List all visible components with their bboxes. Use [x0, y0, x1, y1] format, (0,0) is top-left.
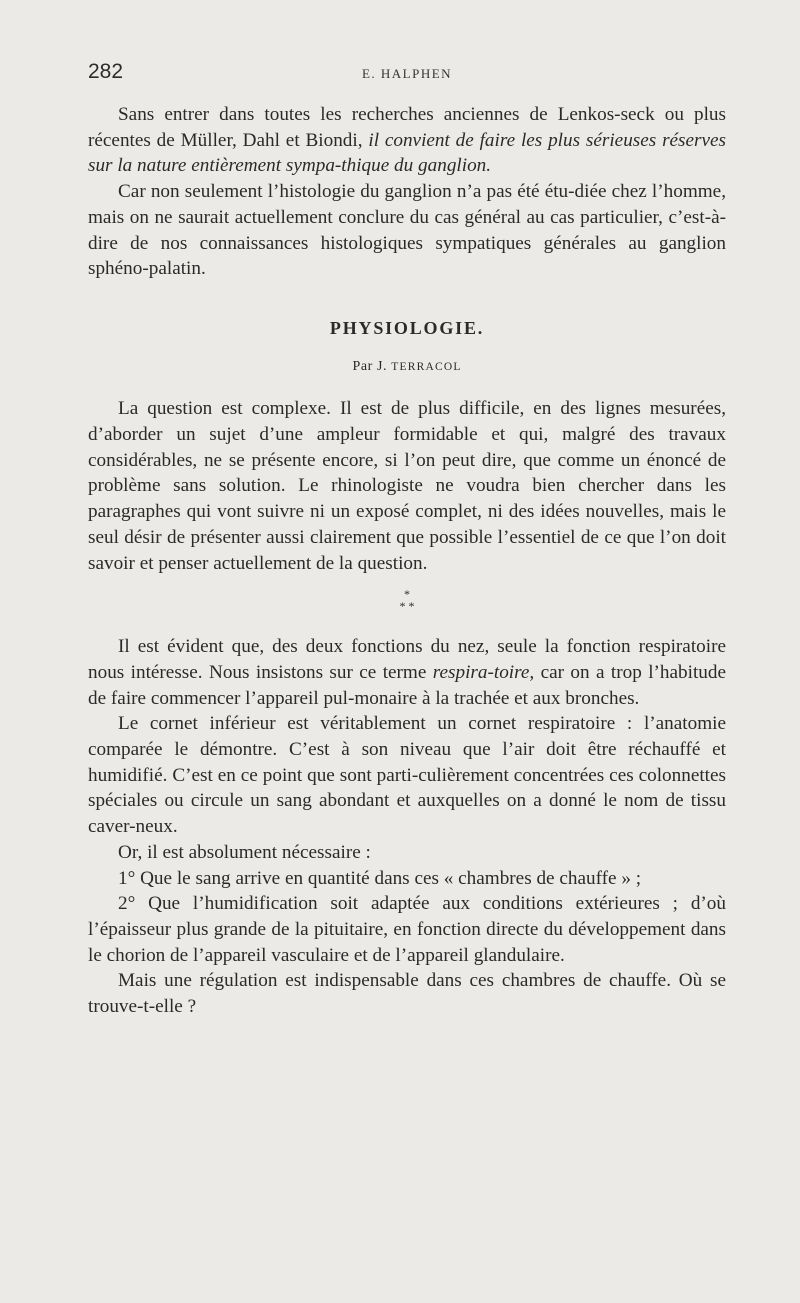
byline-author: TERRACOL — [391, 360, 462, 373]
body-paragraph-3: Le cornet inférieur est véritablement un cornet respiratoire : l’anatomie comparée le démontre. C’est à son niveau que l’air doit être réchauffé et humidifié. C’est en ce point que sont parti-culièrement concentrées ces colonnettes spéciales ou circule un sang abondant et auxquelles on a donné le nom de tissu caver-neux. — [88, 713, 726, 838]
page-number: 282 — [88, 60, 124, 83]
body-paragraph-5: 1° Que le sang arrive en quantité dans ces « chambres de chauffe » ; — [118, 867, 642, 889]
intro-paragraph-2: Car non seulement l’histologie du ganglion n’a pas été étu-diée chez l’homme, mais on ne saurait actuellement conclure du cas général au cas particulier, c’est-à-dire de nos connaissances histologiques sympatiques générales au ganglion sphéno-palatin. — [88, 181, 726, 280]
body-paragraph-6: 2° Que l’humidification soit adaptée aux conditions extérieures ; d’où l’épaisseur plus grande de la pituitaire, en fonction directe du développement dans le chorion de l’appareil vasculaire et de l’appareil glandulaire. — [88, 893, 726, 966]
intro-p1-italic: il convient de faire les plus sérieuses réserves sur la nature entièrement sympa-thique du ganglion. — [88, 129, 727, 177]
section-title: PHYSIOLOGIE. — [329, 317, 485, 338]
body-paragraph-4: Or, il est absolument nécessaire : — [118, 841, 371, 863]
intro-p1-text: Sans entrer dans toutes les recherches anciennes de Lenkos-seck ou plus récentes de Müller, Dahl et Biondi, — [88, 104, 726, 151]
section-paragraph-1: La question est complexe. Il est de plus difficile, en des lignes mesurées, d’aborder un sujet d’une ampleur formidable et qui, malgré des travaux considérables, ne se présente encore, si l’on peut dire, que comme un énoncé de problème sans solution. Le rhinologiste ne voudra bien chercher dans les paragraphes qui vont suivre ni un exposé complet, ni des idées nouvelles, mais le seul désir de présenter aussi clairement que possible l’essentiel de ce que l’on doit savoir et penser actuellement de la question. — [88, 398, 726, 574]
body-p2-italic: respira-toire, — [432, 661, 535, 683]
body-p2-after: car on a trop l’habitude de faire commencer l’appareil pul-monaire à la trachée et aux bronches. — [88, 661, 726, 709]
section-byline — [88, 354, 726, 381]
intro-paragraph-1 — [88, 102, 726, 179]
body-paragraph-7: Mais une régulation est indispensable dans ces chambres de chauffe. Où se trouve-t-elle ? — [88, 970, 726, 1018]
body-p2-before: Il est évident que, des deux fonctions du nez, seule la fonction respiratoire nous intéresse. Nous insistons sur ce terme — [88, 636, 726, 683]
body-paragraph-2 — [88, 634, 726, 711]
running-header — [88, 60, 726, 88]
asterism-top: * — [404, 587, 410, 602]
asterism-bottom: * * — [399, 599, 415, 614]
main-text — [88, 102, 726, 1020]
byline-prefix: Par J. — [352, 358, 388, 374]
asterism — [88, 588, 726, 612]
running-head-author: E. HALPHEN — [361, 66, 453, 81]
